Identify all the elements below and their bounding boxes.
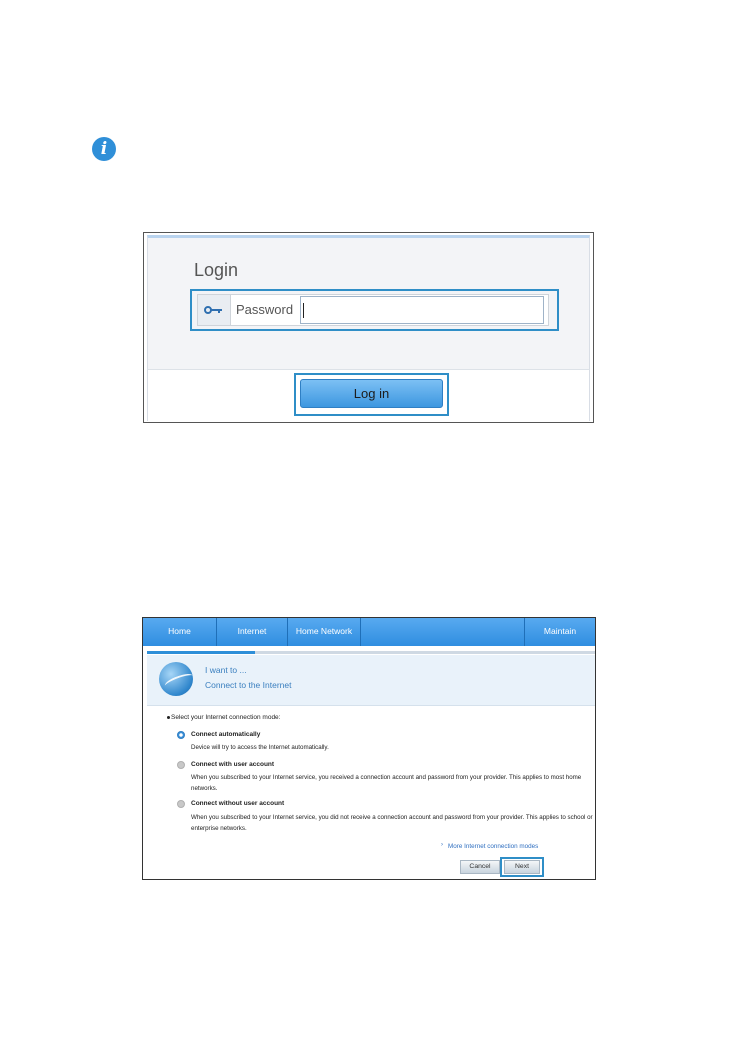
radio-connect-without-user-account[interactable] xyxy=(177,800,185,808)
option-description: When you subscribed to your Internet service, you did not receive a connection account and password from your provider. This applies to school or enterprise networks. xyxy=(191,814,593,832)
connection-mode-prompt: Select your Internet connection mode: xyxy=(171,714,281,721)
info-icon: i xyxy=(92,137,116,161)
more-connection-modes-link[interactable]: More Internet connection modes xyxy=(448,843,539,850)
radio-connect-with-user-account[interactable] xyxy=(177,761,185,769)
nav-home[interactable]: Home xyxy=(168,626,191,636)
banner-subheading: Connect to the Internet xyxy=(205,680,292,690)
chevron-right-icon: › xyxy=(441,842,443,848)
option-description: Device will try to access the Internet automatically. xyxy=(191,744,329,751)
login-screenshot xyxy=(143,232,594,423)
password-field-group xyxy=(197,294,549,326)
nav-internet[interactable]: Internet xyxy=(237,626,267,636)
option-title: Connect automatically xyxy=(191,731,261,738)
text-caret xyxy=(303,303,304,318)
bullet-icon xyxy=(167,716,170,719)
login-button[interactable]: Log in xyxy=(300,379,443,408)
wizard-banner xyxy=(147,655,595,706)
option-title: Connect with user account xyxy=(191,761,275,768)
wizard-progress-bar xyxy=(147,651,595,654)
banner-heading: I want to ... xyxy=(205,665,247,675)
login-panel xyxy=(147,235,590,369)
top-nav-bar xyxy=(143,618,595,646)
nav-maintain[interactable]: Maintain xyxy=(543,626,577,636)
login-title: Login xyxy=(194,260,239,280)
password-label: Password xyxy=(236,302,294,317)
next-button-highlight xyxy=(500,857,544,877)
login-button-highlight xyxy=(294,373,449,416)
option-title: Connect without user account xyxy=(191,800,285,807)
key-icon xyxy=(198,295,231,325)
cancel-button[interactable]: Cancel xyxy=(460,860,500,874)
wizard-progress-fill xyxy=(147,651,255,654)
internet-wizard-screenshot xyxy=(142,617,596,880)
next-button[interactable]: Next xyxy=(504,860,540,874)
nav-home-network[interactable]: Home Network xyxy=(295,626,353,636)
nav-separator xyxy=(360,618,361,646)
password-highlight xyxy=(190,289,559,331)
password-input[interactable] xyxy=(300,296,544,324)
globe-icon xyxy=(159,662,193,696)
radio-connect-automatically[interactable] xyxy=(177,731,185,739)
option-description: When you subscribed to your Internet service, you received a connection account and password from your provider. This applies to most home networks. xyxy=(191,774,582,792)
